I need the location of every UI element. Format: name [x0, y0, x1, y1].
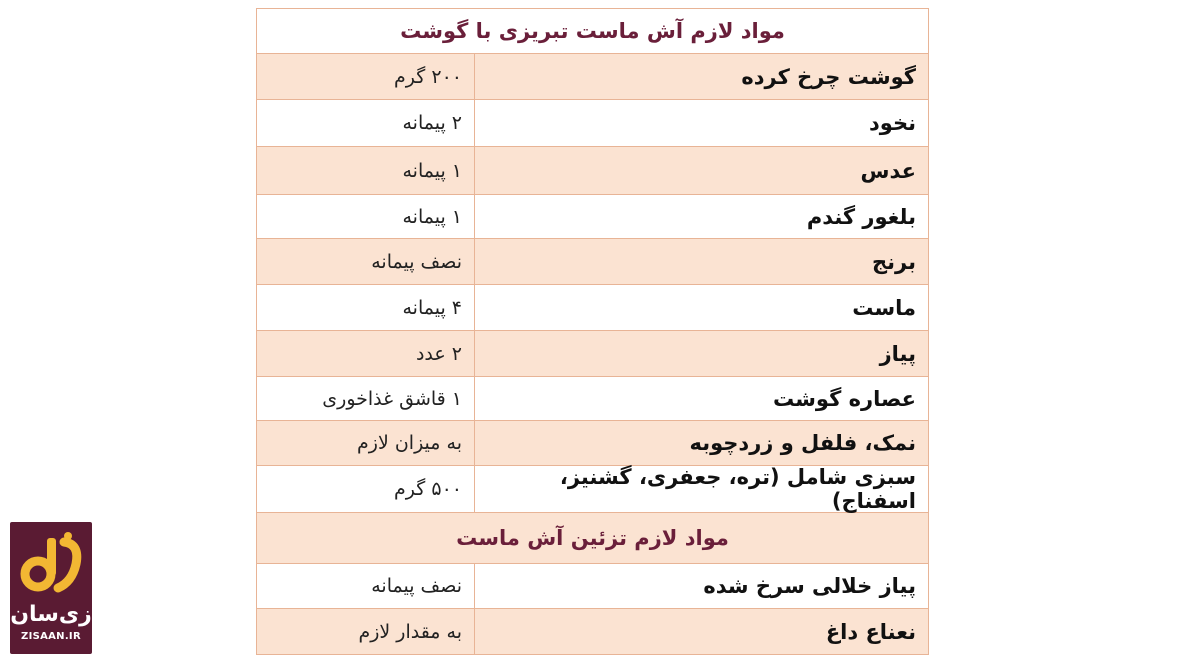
table-row [257, 285, 928, 331]
ingredient-name: نخود [474, 100, 928, 146]
ingredient-qty: ۵۰۰ گرم [394, 478, 462, 500]
ingredient-name: بلغور گندم [474, 195, 928, 238]
ingredient-name: نمک، فلفل و زردچوبه [474, 421, 928, 465]
table-row [257, 466, 928, 513]
table-row [257, 239, 928, 285]
garnish-name: نعناع داغ [474, 609, 928, 654]
ingredient-qty: ۱ قاشق غذاخوری [322, 387, 462, 410]
ingredient-name: گوشت چرخ کرده [474, 54, 928, 99]
logo-brand-text: زی‌سان [10, 602, 92, 627]
ingredient-qty: نصف پیمانه [371, 250, 462, 273]
ingredients-table [256, 8, 929, 655]
logo-site-text: ZISAAN.IR [21, 631, 81, 642]
table-title: مواد لازم آش ماست تبریزی با گوشت [257, 9, 928, 54]
table-row [257, 564, 928, 609]
ingredient-name: پیاز [474, 331, 928, 376]
zisaan-logo [10, 522, 92, 654]
table-row [257, 100, 928, 147]
ingredient-name: عدس [474, 147, 928, 194]
table-row [257, 147, 928, 195]
ingredient-qty: ۲۰۰ گرم [394, 65, 462, 88]
ingredient-qty: ۲ عدد [415, 342, 462, 365]
zisaan-logo-mark-icon [18, 530, 84, 598]
table-row [257, 421, 928, 466]
ingredient-qty: ۱ پیمانه [402, 159, 462, 182]
ingredient-name: ماست [474, 285, 928, 330]
ingredient-qty: ۴ پیمانه [402, 296, 462, 319]
ingredient-name: برنج [474, 239, 928, 284]
garnish-qty: به مقدار لازم [358, 620, 462, 643]
table-row [257, 54, 928, 100]
ingredient-name: سبزی شامل (تره، جعفری، گشنیز، اسفناج) [474, 466, 928, 512]
garnish-qty: نصف پیمانه [371, 575, 462, 597]
ingredient-qty: ۲ پیمانه [402, 112, 462, 134]
table-row [257, 331, 928, 377]
ingredient-name: عصاره گوشت [474, 377, 928, 420]
table-row [257, 609, 928, 654]
ingredient-qty: ۱ پیمانه [402, 205, 462, 228]
garnish-subtitle: مواد لازم تزئین آش ماست [257, 513, 928, 564]
table-row [257, 377, 928, 421]
table-row [257, 195, 928, 239]
ingredient-qty: به میزان لازم [357, 432, 462, 454]
garnish-name: پیاز خلالی سرخ شده [474, 564, 928, 608]
